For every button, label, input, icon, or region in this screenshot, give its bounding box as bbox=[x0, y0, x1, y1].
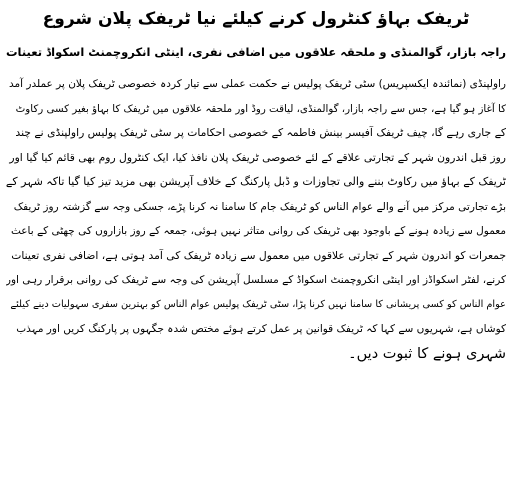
body-line: کے جاری رہے گا، چیف ٹریفک آفیسر بینش فاطمہ کے خصوصی احکامات پر سٹی ٹریفک پولیس راولپنڈی نے چند bbox=[15, 126, 506, 139]
body-line: بڑے تجارتی مرکز میں آنے والے عوام الناس کو ٹریفک جام کا سامنا نہ کرنا پڑے، جسکی وجہ سے گزشتہ روز ٹریفک bbox=[13, 200, 506, 213]
body-line: روز قبل اندرون شہر کے تجارتی علاقے کے لئے خصوصی ٹریفک پلان نافذ کیا، ایک کنٹرول روم بھی قائم کیا گیا اور bbox=[9, 150, 506, 164]
body-line: معمول سے زیادہ ہونے کے باوجود بھی ٹریفک کی روانی متاثر نہیں ہوئی، جمعہ کے روز بازاروں کی چھٹی کے باعث bbox=[10, 225, 506, 237]
body-line: کوشاں ہے، شہریوں سے کہا کہ ٹریفک قوانین پر عمل کرتے ہوئے مختص شدہ جگہوں پر پارکنگ کریں اور مہذب bbox=[16, 323, 506, 335]
body-line: عوام الناس کو کسی پریشانی کا سامنا نہیں کرنا پڑا، سٹی ٹریفک پولیس عوام الناس کو بہترین سفری سہولیات دینے کیلئے bbox=[10, 298, 506, 310]
body-line: ٹریفک کے بہاؤ میں رکاوٹ بننے والی تجاوزات و ڈبل پارکنگ کے خلاف آپریشن بھی مزید تیز کیا گیا تاکہ شہر کے bbox=[6, 175, 506, 188]
subheadline: راجہ بازار، گوالمنڈی و ملحقہ علاقوں میں اضافی نفری، اینٹی انکروچمنٹ اسکواڈ تعینات bbox=[5, 45, 506, 59]
body-line: کرنے، لفٹر اسکواڈز اور اینٹی انکروچمنٹ اسکواڈ کے مسلسل آپریشن کی وجہ سے ٹریفک کی روانی برقرار رہی اور bbox=[6, 274, 506, 286]
body-line: جمعرات کو اندرون شہر کے تجارتی علاقوں میں معمول سے زیادہ ٹریفک کی آمد ہوتی ہے، اضافی نفری تعینات bbox=[11, 248, 506, 262]
body-line: کا آغاز ہو گیا ہے، جس سے راجہ بازار، گوالمنڈی، لیاقت روڈ اور ملحقہ علاقوں میں ٹریفک کا بہاؤ بغیر کسی رکاوٹ bbox=[15, 102, 506, 115]
body-line: شہری ہونے کا ثبوت دیں۔ bbox=[348, 345, 506, 362]
headline: ٹریفک بہاؤ کنٹرول کرنے کیلئے نیا ٹریفک پلان شروع bbox=[42, 9, 470, 29]
article-body bbox=[6, 72, 506, 366]
body-line: راولپنڈی (نمائندہ ایکسپریس) سٹی ٹریفک پولیس نے حکمت عملی سے تیار کردہ خصوصی ٹریفک پلان پر عملدر آمد bbox=[9, 78, 506, 90]
